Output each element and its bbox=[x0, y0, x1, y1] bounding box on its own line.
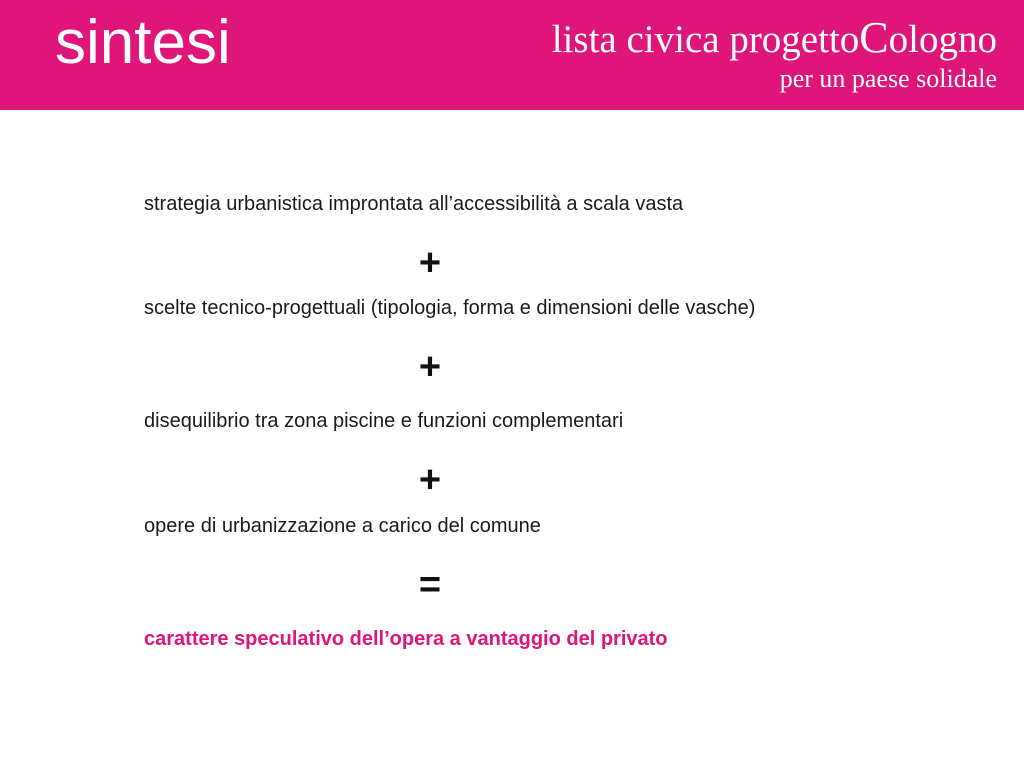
plus-operator-2: + bbox=[418, 346, 442, 388]
summary-line-3: disequilibrio tra zona piscine e funzioni complementari bbox=[144, 410, 624, 432]
brand-name-suffix: ologno bbox=[888, 18, 997, 61]
plus-operator-1: + bbox=[418, 242, 442, 284]
brand-name bbox=[552, 14, 997, 62]
equals-operator: = bbox=[418, 564, 442, 606]
brand-tagline: per un paese solidale bbox=[779, 64, 997, 94]
conclusion-line: carattere speculativo dell’opera a vantaggio del privato bbox=[144, 628, 668, 650]
summary-line-1: strategia urbanistica improntata all’accessibilità a scala vasta bbox=[144, 193, 684, 215]
brand-name-prefix: lista civica progetto bbox=[551, 18, 860, 61]
summary-line-2: scelte tecnico-progettuali (tipologia, forma e dimensioni delle vasche) bbox=[144, 297, 756, 319]
summary-line-4: opere di urbanizzazione a carico del comune bbox=[144, 515, 541, 537]
brand-logo bbox=[552, 14, 997, 95]
plus-operator-3: + bbox=[418, 459, 442, 501]
header-bar bbox=[0, 0, 1024, 110]
brand-name-cap: C bbox=[859, 13, 889, 62]
slide-title: sintesi bbox=[55, 8, 231, 77]
